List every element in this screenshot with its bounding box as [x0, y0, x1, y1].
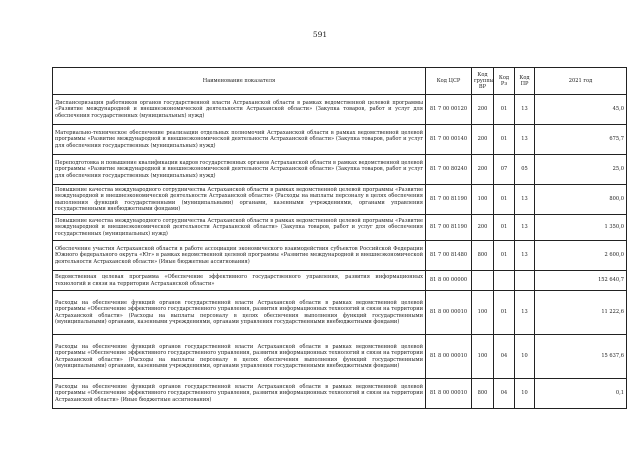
row-name: Переподготовка и повышение квалификации кадров государственных органов Астраханской области в рамках ведомственной целевой программы «Развитие международной и внешнеэкономической деятельности Астраханской области» (Закупка товаров, работ и услуг для обеспечения государственных (муниципальных) нужд)	[53, 155, 426, 185]
row-pr: 13	[515, 291, 535, 335]
row-rz: 01	[494, 185, 515, 215]
row-pr: 05	[515, 155, 535, 185]
header-rz: Код Рз	[494, 68, 515, 95]
row-pr: 10	[515, 379, 535, 409]
row-rz: 01	[494, 215, 515, 241]
header-pr: Код ПР	[515, 68, 535, 95]
row-csr: 81 7 00 00140	[426, 125, 472, 155]
row-csr: 81 7 00 00120	[426, 95, 472, 125]
header-name: Наименование показателя	[53, 68, 426, 95]
row-amount: 25,0	[535, 155, 627, 185]
table-row	[53, 185, 627, 215]
row-vr	[472, 271, 494, 291]
row-vr: 100	[472, 185, 494, 215]
row-vr: 800	[472, 241, 494, 271]
row-name: Материально-техническое обеспечение реализации отдельных полномочий Астраханской области в рамках ведомственной целевой программы «Развитие международной и внешнеэкономической деятельности Астраханской области» (Закупка товаров, работ и услуг для обеспечения государственных (муниципальных) нужд)	[53, 125, 426, 155]
row-rz: 01	[494, 95, 515, 125]
row-amount: 800,0	[535, 185, 627, 215]
table-row	[53, 379, 627, 409]
row-rz: 01	[494, 125, 515, 155]
row-csr: 81 8 00 00010	[426, 291, 472, 335]
row-vr: 200	[472, 215, 494, 241]
row-pr: 13	[515, 125, 535, 155]
table-row	[53, 125, 627, 155]
row-pr: 13	[515, 215, 535, 241]
row-pr: 13	[515, 95, 535, 125]
budget-table	[52, 67, 627, 409]
row-pr: 13	[515, 185, 535, 215]
row-csr: 81 8 00 00010	[426, 379, 472, 409]
table-row	[53, 95, 627, 125]
header-vr: Код группы ВР	[472, 68, 494, 95]
row-vr: 100	[472, 291, 494, 335]
row-rz	[494, 271, 515, 291]
row-pr: 13	[515, 241, 535, 271]
row-vr: 200	[472, 95, 494, 125]
row-amount: 1 350,0	[535, 215, 627, 241]
row-pr: 10	[515, 335, 535, 379]
row-csr: 81 8 00 00010	[426, 335, 472, 379]
table-row	[53, 241, 627, 271]
table-row	[53, 215, 627, 241]
table-row	[53, 271, 627, 291]
table-header-row	[53, 68, 627, 95]
row-name: Ведомственная целевая программа «Обеспечение эффективного государственного управления, развития информационных технологий и связи на территории Астраханской области»	[53, 271, 426, 291]
row-vr: 200	[472, 155, 494, 185]
row-amount: 15 637,6	[535, 335, 627, 379]
row-name: Диспансеризация работников органов государственной власти Астраханской области в рамках ведомственной целевой программы «Развитие международной и внешнеэкономической деятельности Астраханской области» (Закупка товаров, работ и услуг для обеспечения государственных (муниципальных) нужд)	[53, 95, 426, 125]
row-amount: 152 640,7	[535, 271, 627, 291]
table-row	[53, 291, 627, 335]
header-year: 2021 год	[535, 68, 627, 95]
header-csr: Код ЦСР	[426, 68, 472, 95]
row-vr: 100	[472, 335, 494, 379]
row-rz: 04	[494, 335, 515, 379]
row-vr: 200	[472, 125, 494, 155]
row-name: Повышение качества международного сотрудничества Астраханской области в рамках ведомственной целевой программы «Развитие международной и внешнеэкономической деятельности Астраханской области» (Закупка товаров, работ и услуг для обеспечения государственных (муниципальных) нужд)	[53, 215, 426, 241]
row-amount: 45,0	[535, 95, 627, 125]
row-rz: 01	[494, 291, 515, 335]
row-csr: 81 7 00 80240	[426, 155, 472, 185]
row-pr	[515, 271, 535, 291]
row-amount: 2 600,0	[535, 241, 627, 271]
row-name: Расходы на обеспечение функций органов государственной власти Астраханской области в рамках ведомственной целевой программы «Обеспечение эффективного государственного управления, развития информационных технологий и связи на территории Астраханской области» (Расходы на выплаты персоналу в целях обеспечения выполнения функций государственными (муниципальными) органами, казенными учреждениями, органами управления государственными внебюджетными фондами)	[53, 335, 426, 379]
row-csr: 81 7 00 81190	[426, 185, 472, 215]
table-row	[53, 335, 627, 379]
row-amount: 11 222,6	[535, 291, 627, 335]
row-rz: 07	[494, 155, 515, 185]
page-number: 591	[312, 30, 328, 39]
row-vr: 800	[472, 379, 494, 409]
row-amount: 0,1	[535, 379, 627, 409]
row-name: Повышение качества международного сотрудничества Астраханской области в рамках ведомственной целевой программы «Развитие международной и внешнеэкономической деятельности Астраханской области» (Расходы на выплаты персоналу в целях обеспечения выполнения функций государственными (муниципальными) органами, казенными учреждениями, органами управления государственными внебюджетными фондами)	[53, 185, 426, 215]
row-name: Расходы на обеспечение функций органов государственной власти Астраханской области в рамках ведомственной целевой программы «Обеспечение эффективного государственного управления, развития информационных технологий и связи на территории Астраханской области» (Расходы на выплаты персоналу в целях обеспечения выполнения функций государственными (муниципальными) органами, казенными учреждениями, органами управления государственными внебюджетными фондами)	[53, 291, 426, 335]
row-csr: 81 7 00 81480	[426, 241, 472, 271]
row-rz: 04	[494, 379, 515, 409]
row-rz: 01	[494, 241, 515, 271]
row-name: Обеспечение участия Астраханской области в работе ассоциации экономического взаимодействия субъектов Российской Федерации Южного федерального округа «Юг» в рамках ведомственной целевой программы «Развитие международной и внешнеэкономической деятельности Астраханской области» (Иные бюджетные ассигнования)	[53, 241, 426, 271]
row-name: Расходы на обеспечение функций органов государственной власти Астраханской области в рамках ведомственной целевой программы «Обеспечение эффективного государственного управления, развития информационных технологий и связи на территории Астраханской области» (Иные бюджетные ассигнования)	[53, 379, 426, 409]
row-amount: 675,7	[535, 125, 627, 155]
row-csr: 81 8 00 00000	[426, 271, 472, 291]
table-row	[53, 155, 627, 185]
row-csr: 81 7 00 81190	[426, 215, 472, 241]
